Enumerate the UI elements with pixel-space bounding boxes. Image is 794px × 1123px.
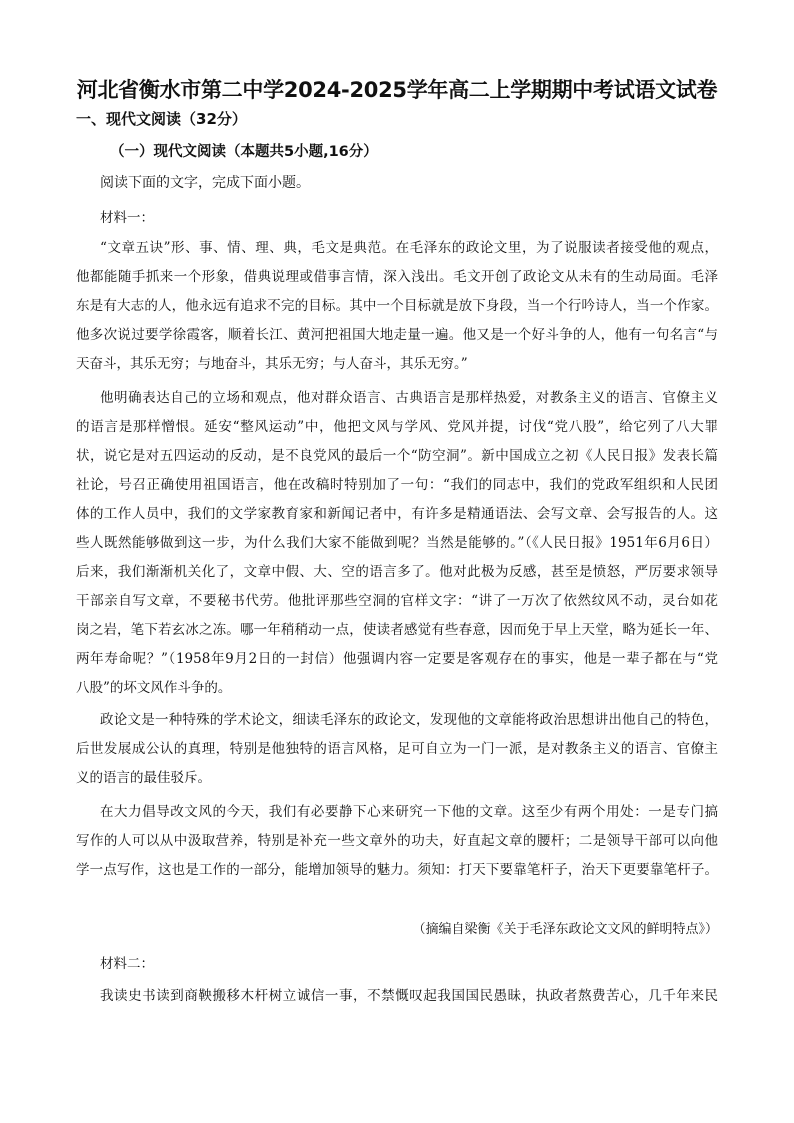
paragraph-line: “文章五诀”形、事、情、理、典，毛文是典范。在毛泽东的政论文里，为了说服读者接受他的观点， (100, 240, 718, 256)
paragraph-line: 他多次说过要学徐霞客，顺着长江、黄河把祖国大地走量一遍。他又是一个好斗争的人，他有一句名言“与 (76, 327, 718, 343)
paragraph-line: 他都能随手抓来一个形象，借典说理或借事言情，深入浅出。毛文开创了政论文从未有的生动局面。毛泽 (76, 269, 718, 285)
paragraph-line: 我读史书读到商鞅搬移木杆树立诚信一事，不禁慨叹起我国国民愚昧，执政者熬费苦心，几千年来民 (100, 988, 718, 1004)
paragraph-line: 写作的人可以从中汲取营养，特别是补充一些文章外的功夫，好直起文章的腰杆；二是领导干部可以向他 (76, 833, 718, 849)
paragraph-line: 状，说它是对五四运动的反动，是不良党风的最后一个“防空洞”。新中国成立之初《人民日报》发表长篇 (76, 448, 718, 464)
instruction-text: 阅读下面的文字，完成下面小题。 (100, 175, 310, 191)
paragraph-line: 的语言是那样憎恨。延安“整风运动”中，他把文风与学风、党风并提，讨伐“党八股”，给它列了八大罪 (76, 419, 718, 435)
paragraph-line: 些人既然能够做到这一步，为什么我们大家不能做到呢？当然是能够的。”（《人民日报》1951年6月6日） (76, 535, 718, 551)
paragraph-line: 两年寿命呢？”（1958年9月2日的一封信）他强调内容一定要是客观存在的事实，他是一辈子都在与“党 (76, 651, 718, 667)
material1-label: 材料一： (100, 210, 154, 226)
paragraph-line: 东是有大志的人，他永远有追求不完的目标。其中一个目标就是放下身段，当一个行吟诗人，当一个作家。 (76, 298, 718, 314)
source-citation: （摘编自梁衡《关于毛泽东政论文文风的鲜明特点》） (412, 922, 718, 937)
paragraph-line: 社论，号召正确使用祖国语言，他在改稿时特别加了一句：“我们的同志中，我们的党政军组织和人民团 (76, 477, 718, 493)
paragraph-line: 政论文是一种特殊的学术论文，细读毛泽东的政论文，发现他的文章能将政治思想讲出他自己的特色， (100, 712, 718, 728)
paragraph-line: 学一点写作，这也是工作的一部分，能增加领导的魅力。须知：打天下要靠笔杆子，治天下更要靠笔杆子。 (76, 862, 718, 878)
paragraph-line: 后来，我们渐渐机关化了，文章中假、大、空的语言多了。他对此极为反感，甚至是愤怒，严厉要求领导 (76, 564, 718, 580)
paragraph-line: 他明确表达自己的立场和观点，他对群众语言、古典语言是那样热爱，对教条主义的语言、官僚主义 (100, 390, 718, 406)
material2-label: 材料二： (100, 956, 154, 972)
paragraph-line: 天奋斗，其乐无穷；与地奋斗，其乐无穷；与人奋斗，其乐无穷。” (76, 356, 468, 372)
paragraph-line: 后世发展成公认的真理，特别是他独特的语言风格，足可自立为一门一派，是对教条主义的语言、官僚主 (76, 741, 718, 757)
paragraph-line: 义的语言的最佳驳斥。 (76, 770, 211, 786)
paragraph-line: 在大力倡导改文风的今天，我们有必要静下心来研究一下他的文章。这至少有两个用处：一是专门搞 (100, 804, 718, 820)
paragraph-line: 八股”的坏文风作斗争的。 (76, 680, 232, 696)
section-heading: 一、现代文阅读（32分） (76, 110, 247, 128)
exam-title: 河北省衡水市第二中学2024-2025学年高二上学期期中考试语文试卷 (76, 78, 718, 102)
paragraph-line: 干部亲自写文章，不要秘书代劳。他批评那些空洞的官样文字：“讲了一万次了依然纹风不动，灵台如花 (76, 593, 718, 609)
subsection-heading: （一）现代文阅读（本题共5小题,16分） (110, 144, 378, 160)
paragraph-line: 岗之岩，笔下若玄冰之冻。哪一年稍稍动一点，使读者感觉有些春意，因而免于早上天堂，略为延长一年、 (76, 622, 718, 638)
paragraph-line: 体的工作人员中，我们的文学家教育家和新闻记者中，有许多是精通语法、会写文章、会写报告的人。这 (76, 506, 718, 522)
